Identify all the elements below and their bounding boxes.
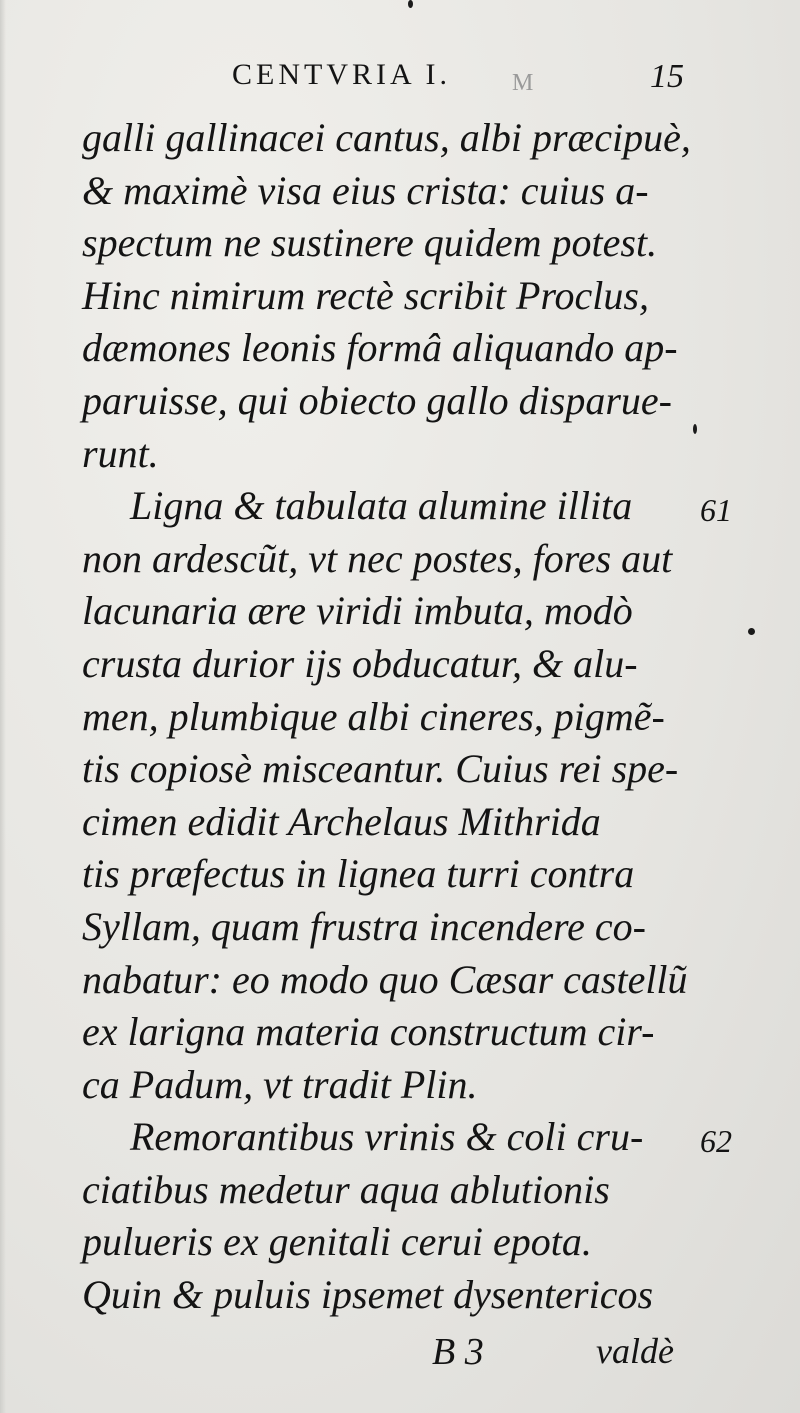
text-line: galli gallinacei cantus, albi præcipuè,	[82, 115, 691, 160]
text-line: pulueris ex genitali cerui epota.	[82, 1219, 592, 1265]
page-header	[0, 58, 800, 108]
text-line: Quin & puluis ipsemet dysentericos	[82, 1272, 654, 1318]
text-line: tis præfectus in lignea turri contra	[82, 851, 635, 897]
text-line: dæmones leonis formâ aliquando ap-	[82, 325, 678, 371]
text-line: Hinc nimirum rectè scribit Proclus,	[82, 272, 649, 318]
paragraph-start-line	[82, 480, 732, 533]
running-head: CENTVRIA I.	[232, 58, 451, 91]
paragraph-start-line	[82, 1111, 732, 1164]
text-line: cimen edidit Archelaus Mithrida	[82, 798, 601, 844]
body-text	[82, 112, 732, 1322]
text-line: ciatibus medetur aqua ablutionis	[82, 1166, 610, 1212]
text-line: spectum ne sustinere quidem potest.	[82, 220, 658, 266]
text-line: runt.	[82, 430, 159, 476]
margin-number: 62	[700, 1123, 732, 1160]
library-stamp: M	[512, 70, 536, 96]
page-edge-shadow	[0, 0, 6, 1413]
ink-speck	[748, 628, 755, 635]
text-line: paruisse, qui obiecto gallo disparue-	[82, 377, 672, 423]
text-line-content: Ligna & tabulata alumine illita	[130, 483, 633, 529]
signature-mark: B 3	[432, 1331, 484, 1373]
text-line: ex larigna materia constructum cir-	[82, 1009, 655, 1055]
margin-number: 61	[700, 492, 732, 529]
text-line: men, plumbique albi cineres, pigmẽ-	[82, 693, 665, 739]
text-line: non ardescũt, vt nec postes, fores aut	[82, 535, 673, 581]
ink-speck	[408, 0, 413, 8]
text-line: tis copiosè misceantur. Cuius rei spe-	[82, 746, 679, 792]
text-line: nabatur: eo modo quo Cæsar castellũ	[82, 956, 688, 1002]
text-line: ca Padum, vt tradit Plin.	[82, 1061, 478, 1107]
text-line: Syllam, quam frustra incendere co-	[82, 903, 646, 949]
catchword: valdè	[596, 1331, 674, 1371]
page-number: 15	[650, 58, 684, 95]
text-line: & maximè visa eius crista: cuius a-	[82, 167, 649, 213]
text-line-content: Remorantibus vrinis & coli cru-	[130, 1114, 644, 1160]
text-line: crusta durior ijs obducatur, & alu-	[82, 640, 638, 686]
text-line: lacunaria ære viridi imbuta, modò	[82, 588, 633, 634]
